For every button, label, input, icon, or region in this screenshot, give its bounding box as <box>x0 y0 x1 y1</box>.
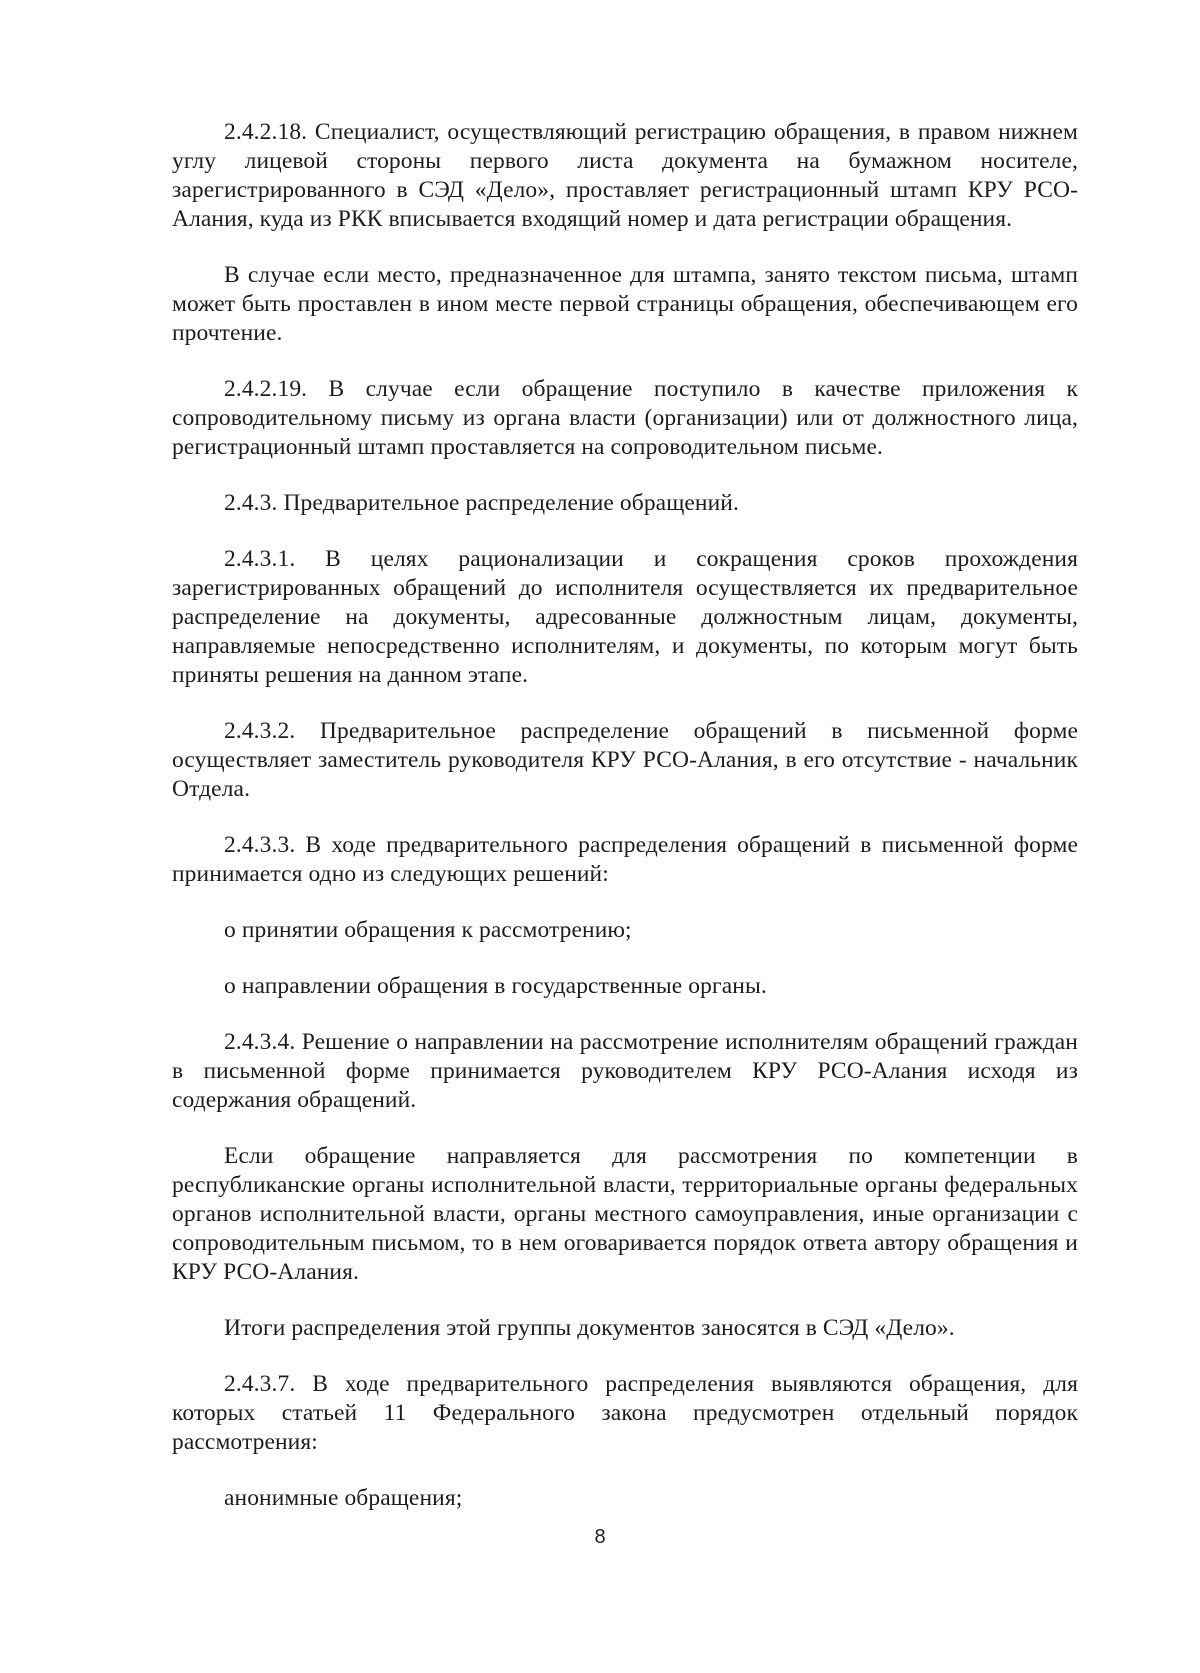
page-number: 8 <box>594 1526 606 1548</box>
list-item-redirection: о направлении обращения в государственные органы. <box>224 973 767 999</box>
paragraph-2-4-3-2: 2.4.3.2. Предварительное распределение обращений в письменной форме осуществляет заместитель руководителя КРУ РСО-Алания, в его отсутствие - начальник Отдела. <box>172 718 1078 802</box>
document-body <box>172 118 1078 1540</box>
paragraph-2-4-3-4: 2.4.3.4. Решение о направлении на рассмотрение исполнителям обращений граждан в письменной форме принимается руководителем КРУ РСО-Алания исходя из содержания обращений. <box>172 1029 1078 1113</box>
list-item-anonymous: анонимные обращения; <box>224 1485 463 1511</box>
paragraph-2-4-2-18: 2.4.2.18. Специалист, осуществляющий регистрацию обращения, в правом нижнем углу лицевой стороны первого листа документа на бумажном носителе, зарегистрированного в СЭД «Дело», проставляет регистрационный штамп КРУ РСО-Алания, куда из РКК вписывается входящий номер и дата регистрации обращения. <box>172 119 1078 232</box>
section-heading-2-4-3: 2.4.3. Предварительное распределение обращений. <box>224 490 739 516</box>
paragraph-2-4-3-3: 2.4.3.3. В ходе предварительного распределения обращений в письменной форме принимается одно из следующих решений: <box>172 832 1078 887</box>
paragraph-2-4-3-1: 2.4.3.1. В целях рационализации и сокращения сроков прохождения зарегистрированных обращений до исполнителя осуществляется их предварительное распределение на документы, адресованные должностным лицам, документы, направляемые непосредственно исполнителям, и документы, по которым могут быть приняты решения на данном этапе. <box>172 546 1078 688</box>
paragraph-distribution-results: Итоги распределения этой группы документов заносятся в СЭД «Дело». <box>224 1315 955 1341</box>
paragraph-2-4-2-19: 2.4.2.19. В случае если обращение поступило в качестве приложения к сопроводительному письму из органа власти (организации) или от должностного лица, регистрационный штамп проставляется на сопроводительном письме. <box>172 376 1078 460</box>
list-item-acceptance: о принятии обращения к рассмотрению; <box>224 917 632 943</box>
paragraph-2-4-3-7: 2.4.3.7. В ходе предварительного распределения выявляются обращения, для которых статьей 11 Федерального закона предусмотрен отдельный порядок рассмотрения: <box>172 1371 1078 1455</box>
paragraph-redirect-competence: Если обращение направляется для рассмотрения по компетенции в республиканские органы исполнительной власти, территориальные органы федеральных органов исполнительной власти, органы местного самоуправления, иные организации с сопроводительным письмом, то в нем оговаривается порядок ответа автору обращения и КРУ РСО-Алания. <box>172 1143 1078 1285</box>
paragraph-stamp-placement: В случае если место, предназначенное для штампа, занято текстом письма, штамп может быть проставлен в ином месте первой страницы обращения, обеспечивающем его прочтение. <box>172 262 1078 346</box>
